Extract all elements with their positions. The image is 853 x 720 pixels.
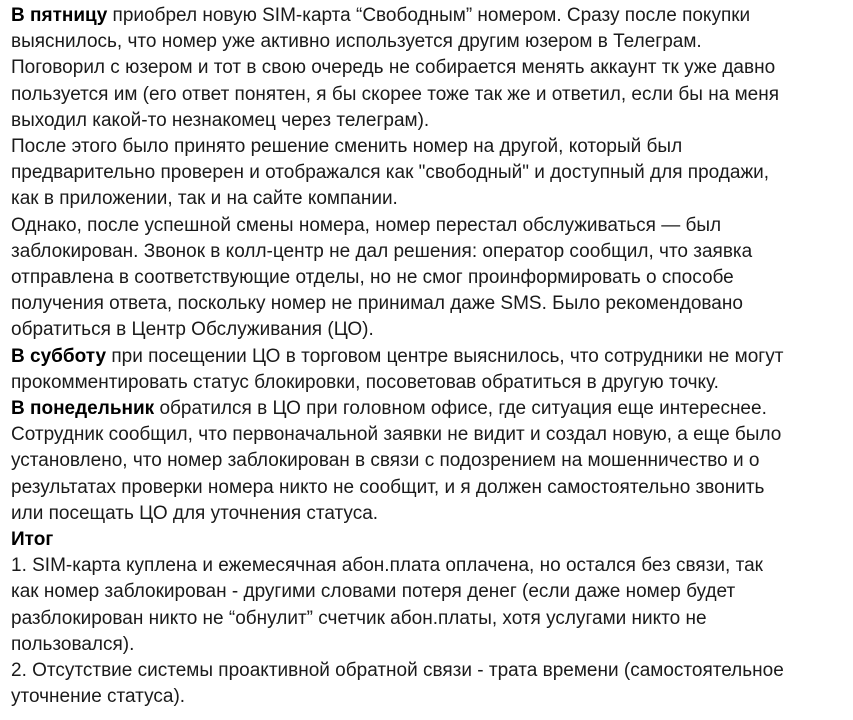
line-text: при посещении ЦО в торговом центре выяснилось, что сотрудники не могут: [106, 345, 784, 367]
text-line: [11, 501, 845, 527]
line-text: прокомментировать статус блокировки, посоветовав обратиться в другую точку.: [11, 371, 719, 393]
line-text: результатах проверки номера никто не сообщит, и я должен самостоятельно звонить: [11, 476, 765, 498]
line-text: Поговорил с юзером и тот в свою очередь не собирается менять аккаунт тк уже давно: [11, 57, 776, 79]
line-text: После этого было принято решение сменить номер на другой, который был: [11, 136, 683, 158]
day-heading-friday: В пятницу: [11, 5, 108, 26]
line-text: обратился в ЦО при головном офисе, где ситуация еще интереснее.: [154, 398, 767, 420]
line-text: установлено, что номер заблокирован в связи с подозрением на мошенничество и о: [11, 450, 760, 472]
line-text: предварительно проверен и отображался как "свободный" и доступный для продажи,: [11, 162, 770, 184]
text-line: [11, 370, 845, 396]
text-line: [11, 29, 845, 55]
text-line: [11, 396, 845, 422]
line-text: Сотрудник сообщил, что первоначальной заявки не видит и создал новую, а еще было: [11, 424, 782, 446]
text-line: [11, 344, 845, 370]
text-line: [11, 684, 845, 710]
line-text: пользовался).: [11, 633, 135, 655]
line-text: приобрел новую SIM-карта “Свободным” номером. Сразу после покупки: [107, 5, 751, 26]
line-text: обратиться в Центр Обслуживания (ЦО).: [11, 319, 374, 341]
text-line: [11, 448, 845, 474]
text-line: [11, 632, 845, 658]
text-line: [11, 134, 845, 160]
line-text: выяснилось, что номер уже активно используется другим юзером в Телеграм.: [11, 31, 702, 53]
line-text: 2. Отсутствие системы проактивной обратной связи - трата времени (самостоятельное: [11, 660, 784, 682]
summary-heading: Итог: [11, 529, 54, 551]
text-line: [11, 475, 845, 501]
text-line: [11, 186, 845, 212]
text-line: [11, 55, 845, 81]
line-text: как номер заблокирован - другими словами потеря денег (если даже номер будет: [11, 581, 736, 603]
text-line: [11, 3, 845, 29]
text-line: [11, 160, 845, 186]
line-text: пользуется им (его ответ понятен, я бы скорее тоже так же и ответил, если бы на меня: [11, 83, 779, 105]
text-line: [11, 108, 845, 134]
line-text: или посещать ЦО для уточнения статуса.: [11, 502, 379, 524]
text-line: [11, 213, 845, 239]
day-heading-saturday: В субботу: [11, 345, 107, 367]
line-text: Однако, после успешной смены номера, номер перестал обслуживаться — был: [11, 214, 722, 236]
line-text: выходил какой-то незнакомец через телеграм).: [11, 109, 430, 131]
text-line: [11, 82, 845, 108]
text-line: [11, 553, 845, 579]
line-text: отправлена в соответствующие отделы, но не смог проинформировать о способе: [11, 267, 734, 289]
line-text: получения ответа, поскольку номер не принимал даже SMS. Было рекомендовано: [11, 293, 743, 315]
line-text: как в приложении, так и на сайте компании.: [11, 188, 398, 210]
text-line: [11, 422, 845, 448]
text-line: [11, 317, 845, 343]
text-line: [11, 291, 845, 317]
line-text: уточнение статуса).: [11, 686, 186, 708]
text-line: [11, 579, 845, 605]
line-text: заблокирован. Звонок в колл-центр не дал решения: оператор сообщил, что заявка: [11, 240, 753, 262]
text-line: [11, 265, 845, 291]
text-line: [11, 606, 845, 632]
complaint-document: [0, 3, 853, 720]
line-text: 1. SIM-карта куплена и ежемесячная абон.плата оплачена, но остался без связи, так: [11, 555, 763, 577]
line-text: разблокирован никто не “обнулит” счетчик абон.платы, хотя услугами никто не: [11, 607, 707, 629]
text-line: [11, 658, 845, 684]
text-line: [11, 527, 845, 553]
day-heading-monday: В понедельник: [11, 398, 155, 420]
text-line: [11, 239, 845, 265]
